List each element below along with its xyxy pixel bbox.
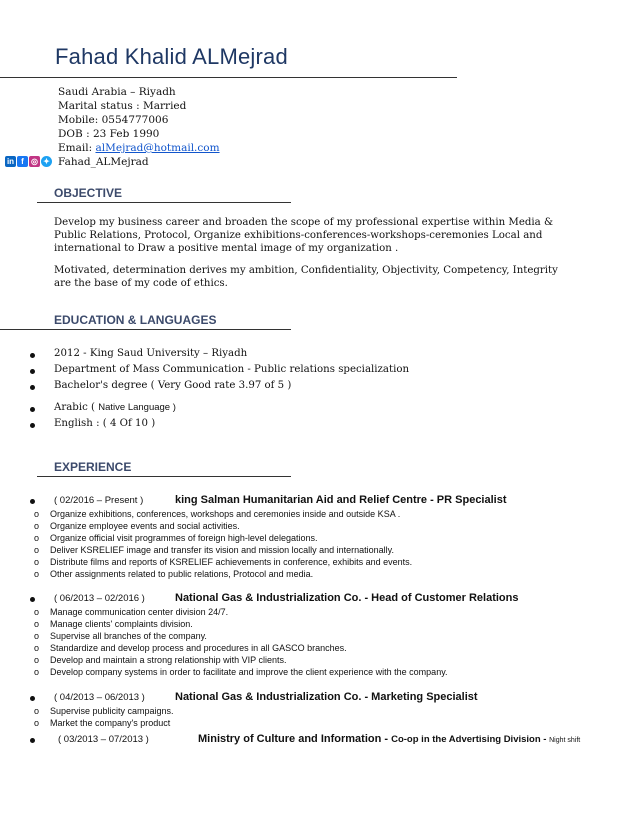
twitter-icon[interactable]: ✦ bbox=[41, 156, 52, 167]
location: Saudi Arabia – Riyadh bbox=[58, 86, 176, 98]
dob: DOB : 23 Feb 1990 bbox=[58, 128, 160, 140]
social-handle: Fahad_ALMejrad bbox=[58, 156, 149, 168]
education-title: EDUCATION & LANGUAGES bbox=[54, 313, 217, 327]
contact-block bbox=[58, 85, 220, 169]
objective-divider bbox=[37, 202, 291, 203]
facebook-icon[interactable]: f bbox=[17, 156, 28, 167]
education-divider bbox=[0, 329, 291, 330]
objective-paragraph-2: Motivated, determination derives my ambition, Confidentiality, Objectivity, Competency, Integrity are the base of my code of ethics. bbox=[54, 265, 558, 289]
instagram-icon[interactable]: ◎ bbox=[29, 156, 40, 167]
objective-title: OBJECTIVE bbox=[54, 186, 123, 200]
linkedin-icon[interactable]: in bbox=[6, 157, 15, 166]
email-link[interactable]: alMejrad@hotmail.com bbox=[95, 142, 220, 154]
social-icons bbox=[5, 156, 52, 167]
experience-divider bbox=[37, 476, 291, 477]
objective-paragraph-1: Develop my business career and broaden the scope of my professional expertise within Media & Public Relations, Protocol, Organize exhibitions-conferences-workshops-ceremonies Local and international to Draw a positive mental image of my organization . bbox=[54, 217, 554, 254]
email-line: Email: alMejrad@hotmail.com bbox=[58, 142, 220, 154]
header-divider bbox=[0, 77, 457, 78]
experience-title: EXPERIENCE bbox=[54, 460, 132, 474]
mobile: Mobile: 0554777006 bbox=[58, 114, 169, 126]
candidate-name: Fahad Khalid ALMejrad bbox=[55, 44, 288, 69]
marital-status: Marital status : Married bbox=[58, 100, 187, 112]
